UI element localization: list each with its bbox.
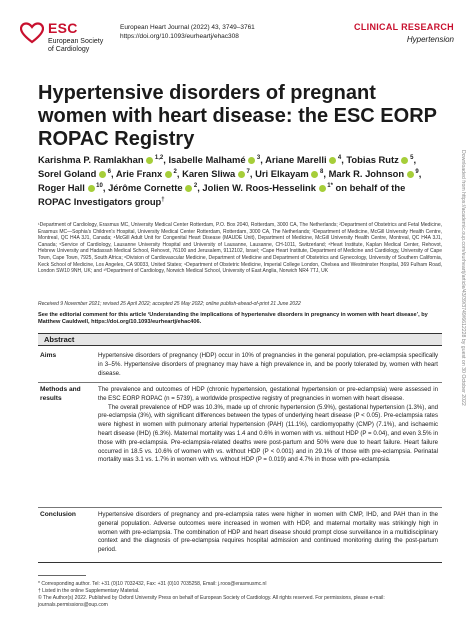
- author[interactable]: [329, 168, 419, 179]
- author-name: Jérôme Cornette: [108, 182, 186, 194]
- download-margin-note: Downloaded from https://academic.oup.com/eurheartj/article/43/39/3749/6612228 by guest on 30 October 2022: [460, 150, 466, 406]
- abstract-header: [38, 333, 442, 346]
- article-title: Hypertensive disorders of pregnant women with heart disease: the ESC EORP ROPAC Registry: [38, 82, 437, 150]
- author-group-marker: †: [161, 197, 165, 204]
- received-dates: Received 9 November 2021; revised 25 April 2022; accepted 25 May 2022; online publish-ahead-of-print 21 June 2022: [38, 301, 301, 307]
- abstract-text-conclusion: Hypertensive disorders of pregnancy and pre-eclampsia rates were higher in women with CMP, IHD, and PAH than in the general population. Adverse outcomes were increased in women with HDP, and maternal mortality was strikingly high in women with pre-eclampsia. The combination of HDP and heart disease should prompt close surveillance in a multidisciplinary context and the diagnosis of pre-eclampsia requires hospital admission and continued monitoring during the post-partum period.: [98, 511, 438, 554]
- article-section: [354, 22, 454, 44]
- author-group: on behalf of the ROPAC Investigators group: [38, 182, 406, 208]
- affiliations: ¹Department of Cardiology, Erasmus MC, University Medical Center Rotterdam, P.O. Box 2040, Rotterdam, 3000 CA, The Netherlands; ²Department of Obstetrics and Fetal Medicine, Erasmus MC—Sophia's Children's Hospital, University Medical Center Rotterdam, Rotterdam, 3000 CA, The Netherlands; ³Department of Medicine, McGill University Health Centre, Montreal, QC H4A 3J1, Canada; ⁴McGill Adult Unit for Congenital Heart Disease (MAUDE Unit), Department of Medicine, McGill University Health Centre, Montreal, QC H4A 3J1, Canada; ⁵Service of Cardiology, Lausanne University Hospital and University of Lausanne, Lausanne, CH-1011, Switzerland; ⁶Heart Institute, Kaplan Medical Center, Rehovot, Hebrew University and Hadassah Medical School, Rehovot, 76100 and Jerusalem, 9112102, Israel; ⁷Cape Heart Institute, Department of Medicine and Cardiology, University of Cape Town, Cape Town, 7925, South Africa; ⁸Division of Cardiovascular Medicine, Department of Medicine and Department of Obstetrics and Gynecology, University of Southern California, Keck School of Medicine, Los Angeles, CA 90033, United States; ⁹Department of Obstetric Medicine, Imperial College London, Chelsea and Westminster Hospital, 369 Fulham Road, London SW10 9NH, UK; and ¹⁰Department of Cardiology, Norwich Medical School, University of East Anglia, Norwich NR4 7TJ, UK: [38, 222, 442, 275]
- author-affiliation-marker: 5: [408, 155, 414, 161]
- abstract-label-methods: Methods and results: [40, 386, 81, 402]
- author[interactable]: [265, 154, 341, 165]
- author[interactable]: [202, 182, 333, 193]
- author-affiliation-marker: 1,2: [153, 155, 164, 161]
- orcid-icon[interactable]: [88, 185, 95, 192]
- author-affiliation-marker: 3: [255, 155, 261, 161]
- author[interactable]: [346, 154, 413, 165]
- author[interactable]: [38, 154, 163, 165]
- author-affiliation-marker: 6: [105, 169, 111, 176]
- author[interactable]: [108, 182, 197, 193]
- abstract-text-aims: Hypertensive disorders of pregnancy (HDP) occur in 10% of pregnancies in the general population, pre-eclampsia specifically in 3–5%. Hypertensive disorders of pregnancy may have a high prevalence in, and be poorly tolerated by, women with heart disease.: [98, 352, 438, 377]
- author-affiliation-marker: 8: [318, 169, 324, 176]
- esc-brand: ESC: [48, 20, 78, 36]
- copyright-notice: © The Author(s) 2022. Published by Oxford University Press on behalf of European Society of Cardiology. All rights reserved. For permissions, please e-mail:: [38, 595, 385, 601]
- abstract-label-aims: Aims: [40, 352, 57, 359]
- esc-logo: [20, 20, 112, 62]
- divider: [38, 562, 442, 563]
- author-name: Uri Elkayam: [255, 168, 312, 180]
- divider: [38, 382, 442, 383]
- author-name: Jolien W. Roos-Hesselink: [202, 182, 319, 194]
- abstract-text-methods: The prevalence and outcomes of HDP (chronic hypertension, gestational hypertension or pre-eclampsia) were assessed in the ESC EORP ROPAC (n = 5739), a worldwide prospective registry of pregnancies in women with heart disease. The overall prevalence of HDP was 10.3%, made up of chronic hypertension (5.9%), gestational hypertension (1.3%), and pre-eclampsia (3%), with significant differences between the types of underlying heart disease (P < 0.05). Pre-eclampsia rates were highest in women with pulmonary arterial hypertension (PAH) (11.1%), cardiomyopathy (CMP) (7.1%), and ischaemic heart disease (IHD) (6.3%). Maternal mortality was 1.4 and 0.6% in women with vs. without HDP (P = 0.04), and even 3.5% in those with pre-eclampsia. Pre-eclampsia-related deaths were post-partum and 50% were due to heart failure. Heart failure occurred in 18.5 vs. 10.6% of women with vs. without HDP (P < 0.001) and in 29.1% of those with pre-eclampsia. Perinatal mortality was 3.1 vs. 1.7% in women with vs. without HDP (P = 0.019) and 4.7% in those with pre-eclampsia.: [98, 386, 438, 464]
- author-affiliation-marker: 10: [94, 183, 103, 190]
- author-affiliation-marker: 1*: [325, 183, 333, 190]
- section-title: CLINICAL RESEARCH: [354, 22, 454, 32]
- journal-reference: European Heart Journal (2022) 43, 3749–3761: [120, 24, 255, 31]
- author[interactable]: [182, 168, 250, 179]
- author-name: Tobias Rutz: [346, 154, 402, 166]
- author-affiliation-marker: 7: [244, 169, 250, 176]
- journal-citation: [120, 24, 255, 41]
- heart-logo-icon: [20, 22, 44, 44]
- author[interactable]: [38, 182, 103, 193]
- orcid-icon[interactable]: [99, 171, 106, 178]
- corresponding-author: * Corresponding author. Tel: +31 (0)10 7032432, Fax: +31 (0)10 7035258, Email: j.roos@erasmusmc.nl: [38, 581, 267, 587]
- author-name: Roger Hall: [38, 182, 88, 194]
- author-name: Mark R. Johnson: [328, 168, 407, 180]
- author-name: Sorel Goland: [38, 168, 99, 180]
- divider: [38, 507, 442, 508]
- orcid-icon[interactable]: [238, 171, 245, 178]
- permissions-email[interactable]: journals.permissions@oup.com: [38, 602, 108, 608]
- section-subtitle: Hypertension: [406, 35, 454, 44]
- author-name: Karishma P. Ramlakhan: [38, 154, 147, 166]
- author-name: Isabelle Malhamé: [168, 154, 249, 166]
- orcid-icon[interactable]: [319, 185, 326, 192]
- doi-link[interactable]: https://doi.org/10.1093/eurheartj/ehac308: [120, 32, 239, 40]
- author-affiliation-marker: 4: [336, 155, 342, 161]
- abstract-heading: Abstract: [44, 335, 75, 344]
- author-affiliation-marker: 2: [171, 169, 177, 176]
- esc-org-name: European Society of Cardiology: [48, 38, 104, 53]
- author-name: Ariane Marelli: [265, 154, 330, 166]
- author-list: Karishma P. Ramlakhan $^{1,2}$, Isabelle Malhamé $^3$, Ariane Marelli $^4$, Tobias Rutz $^5$, Sorel Goland $^6$, Arie Franx $^2$, Karen Sliwa $^7$, Uri Elkayam $^8$, Mark R. Johnson $^9$, Roger Hall $^{10}$, Jérôme Cornette $^2$, Jolien W. Roos-Hesselink $^{1*}$ on behalf of the ROPAC Investigators group†: [38, 154, 422, 208]
- orcid-icon[interactable]: [165, 171, 172, 178]
- supplementary-note: † Listed in the online Supplementary Material.: [38, 588, 140, 594]
- author[interactable]: [168, 154, 260, 165]
- editorial-comment[interactable]: See the editorial comment for this article ‘Understanding the implications of hypertensive disorders in pregnancy in women with heart disease’, by Matthew Cauldwell, https://doi.org/10.1093/eurheartj/ehac406.: [38, 312, 428, 326]
- author-affiliation-marker: 9: [413, 169, 419, 176]
- author-affiliation-marker: 2: [192, 183, 198, 190]
- footnotes: [38, 575, 442, 609]
- author-name: Karen Sliwa: [182, 168, 238, 180]
- author-name: Arie Franx: [115, 168, 165, 180]
- author[interactable]: [255, 168, 323, 179]
- footnote-rule: [38, 575, 86, 576]
- author[interactable]: [116, 168, 177, 179]
- abstract-label-conclusion: Conclusion: [40, 511, 76, 518]
- author[interactable]: [38, 168, 111, 179]
- orcid-icon[interactable]: [407, 171, 414, 178]
